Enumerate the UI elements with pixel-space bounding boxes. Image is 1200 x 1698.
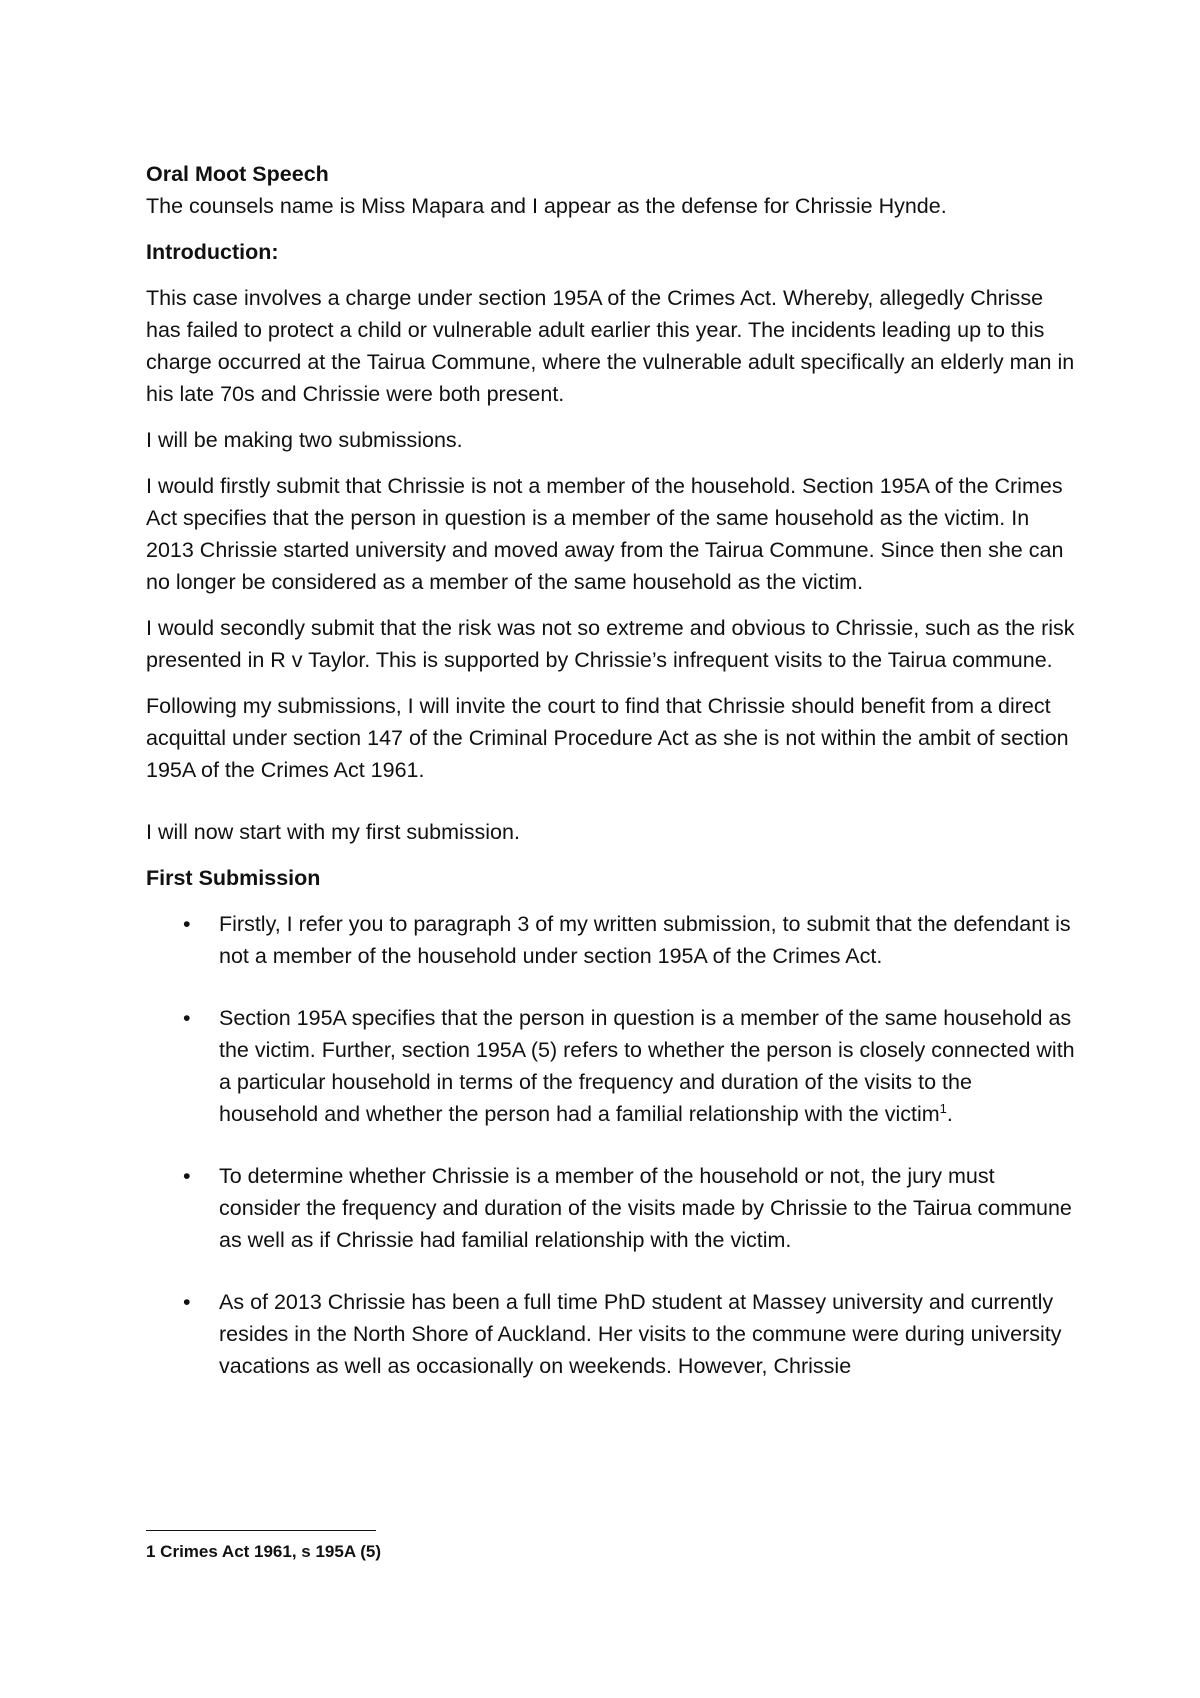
- list-item: [146, 908, 1076, 972]
- list-item-text: As of 2013 Chrissie has been a full time PhD student at Massey university and currently resides in the North Shore of Auckland. Her visits to the commune were during university vacations as well as occasionally on weekends. However, Chrissie: [219, 1290, 1062, 1378]
- intro-line: The counsels name is Miss Mapara and I appear as the defense for Chrissie Hynde.: [146, 194, 947, 218]
- paragraph-two-submissions: I will be making two submissions.: [146, 428, 463, 452]
- first-submission-heading: First Submission: [146, 866, 321, 890]
- list-item: [146, 1002, 1076, 1130]
- document-body: [146, 158, 1076, 1382]
- list-item-text: To determine whether Chrissie is a member of the household or not, the jury must consider the frequency and duration of the visits made by Chrissie to the Tairua commune as well as if Chrissie had familial relationship with the victim.: [219, 1164, 1072, 1252]
- paragraph-first-submission-summary: I would firstly submit that Chrissie is not a member of the household. Section 195A of the Crimes Act specifies that the person in question is a member of the same household as the victim. In 2013 Chrissie started university and moved away from the Tairua Commune. Since then she can no longer be considered as a member of the same household as the victim.: [146, 474, 1064, 594]
- footnote-divider: [146, 1530, 376, 1531]
- introduction-heading: Introduction:: [146, 240, 279, 264]
- list-item: [146, 1160, 1076, 1256]
- bullet-icon: •: [183, 912, 191, 936]
- paragraph-second-submission-summary: I would secondly submit that the risk was not so extreme and obvious to Chrissie, such as the risk presented in R v Taylor. This is supported by Chrissie’s infrequent visits to the Tairua commune.: [146, 616, 1075, 672]
- paragraph-start-first: I will now start with my first submission.: [146, 820, 520, 844]
- paragraph-case-summary: This case involves a charge under section 195A of the Crimes Act. Whereby, allegedly Chrisse has failed to protect a child or vulnerable adult earlier this year. The incidents leading up to this charge occurred at the Tairua Commune, where the vulnerable adult specifically an elderly man in his late 70s and Chrissie were both present.: [146, 286, 1075, 406]
- list-item-text: Firstly, I refer you to paragraph 3 of my written submission, to submit that the defendant is not a member of the household under section 195A of the Crimes Act.: [219, 912, 1071, 968]
- footnote: 1 Crimes Act 1961, s 195A (5): [146, 1542, 381, 1561]
- document-title: Oral Moot Speech: [146, 162, 329, 186]
- bullet-icon: •: [183, 1006, 191, 1030]
- first-submission-list: [146, 908, 1076, 1382]
- list-item-text: Section 195A specifies that the person in question is a member of the same household as the victim. Further, section 195A (5) refers to whether the person is closely connected with a particular household in terms of the frequency and duration of the visits to the household and whether the person had a familial relationship with the victim: [219, 1006, 1075, 1126]
- list-item-text-end: .: [946, 1102, 953, 1126]
- bullet-icon: •: [183, 1290, 191, 1314]
- paragraph-invitation: Following my submissions, I will invite the court to find that Chrissie should benefit from a direct acquittal under section 147 of the Criminal Procedure Act as she is not within the ambit of section 195A of the Crimes Act 1961.: [146, 694, 1069, 782]
- footnote-reference[interactable]: 1: [939, 1101, 947, 1116]
- bullet-icon: •: [183, 1164, 191, 1188]
- list-item: [146, 1286, 1076, 1382]
